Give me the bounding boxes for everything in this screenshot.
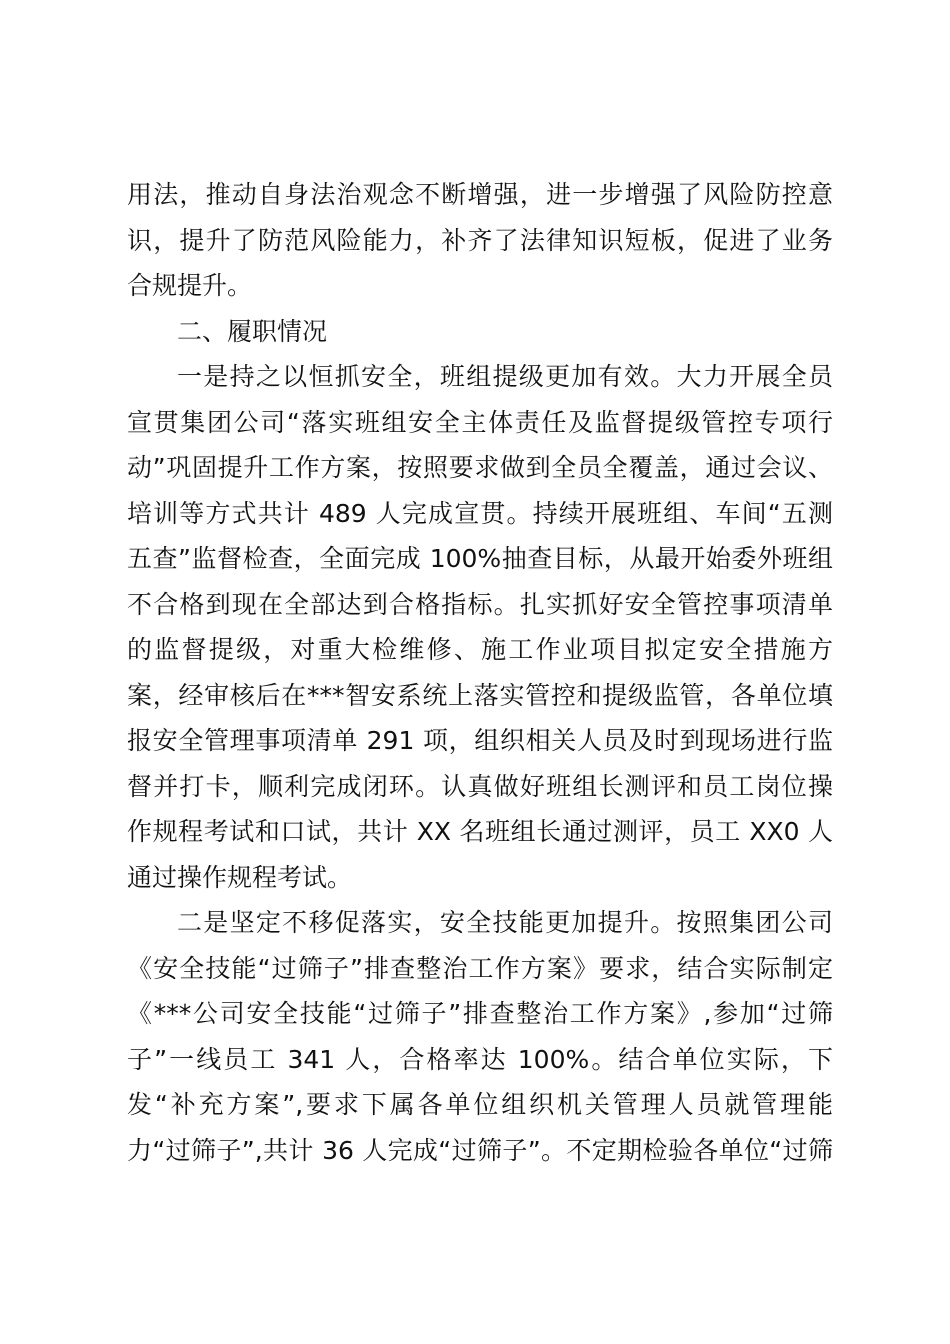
text-line: 用法，推动自身法治观念不断增强，进一步增强了风险防控意 (127, 180, 833, 209)
text-line: 合规提升。 (127, 271, 253, 300)
text-line: 一是持之以恒抓安全，班组提级更加有效。大力开展全员 (177, 362, 833, 391)
text-line: 培训等方式共计 489 人完成宣贯。持续开展班组、车间“五测 (127, 498, 833, 528)
text-line: 动”巩固提升工作方案，按照要求做到全员全覆盖，通过会议、 (127, 453, 833, 482)
text-line: 报安全管理事项清单 291 项，组织相关人员及时到现场进行监 (127, 726, 833, 755)
document-body (127, 172, 833, 1173)
text-line: 督并打卡，顺利完成闭环。认真做好班组长测评和员工岗位操 (127, 771, 833, 801)
text-line: 五查”监督检查，全面完成 100%抽查目标，从最开始委外班组 (127, 544, 833, 573)
text-line: 识，提升了防范风险能力，补齐了法律知识短板，促进了业务 (127, 225, 833, 255)
text-line: 的监督提级，对重大检维修、施工作业项目拟定安全措施方 (127, 635, 833, 664)
text-line: 发“补充方案”,要求下属各单位组织机关管理人员就管理能 (127, 1090, 833, 1119)
text-line: 不合格到现在全部达到合格指标。扎实抓好安全管控事项清单 (127, 589, 833, 619)
text-line: 通过操作规程考试。 (127, 862, 353, 892)
text-line: 子”一线员工 341 人，合格率达 100%。结合单位实际，下 (127, 1044, 833, 1074)
text-line: 力“过筛子”,共计 36 人完成“过筛子”。不定期检验各单位“过筛 (127, 1135, 833, 1165)
text-line: 二是坚定不移促落实，安全技能更加提升。按照集团公司 (177, 908, 833, 937)
text-line: 《安全技能“过筛子”排查整治工作方案》要求，结合实际制定 (127, 953, 833, 983)
text-line: 宣贯集团公司“落实班组安全主体责任及监督提级管控专项行 (127, 407, 833, 437)
text-line: 作规程考试和口试，共计 XX 名班组长通过测评，员工 XX0 人 (127, 817, 833, 846)
text-line: 二、履职情况 (177, 316, 328, 346)
text-line: 《***公司安全技能“过筛子”排查整治工作方案》,参加“过筛 (127, 999, 833, 1028)
text-line: 案，经审核后在***智安系统上落实管控和提级监管，各单位填 (127, 680, 833, 710)
